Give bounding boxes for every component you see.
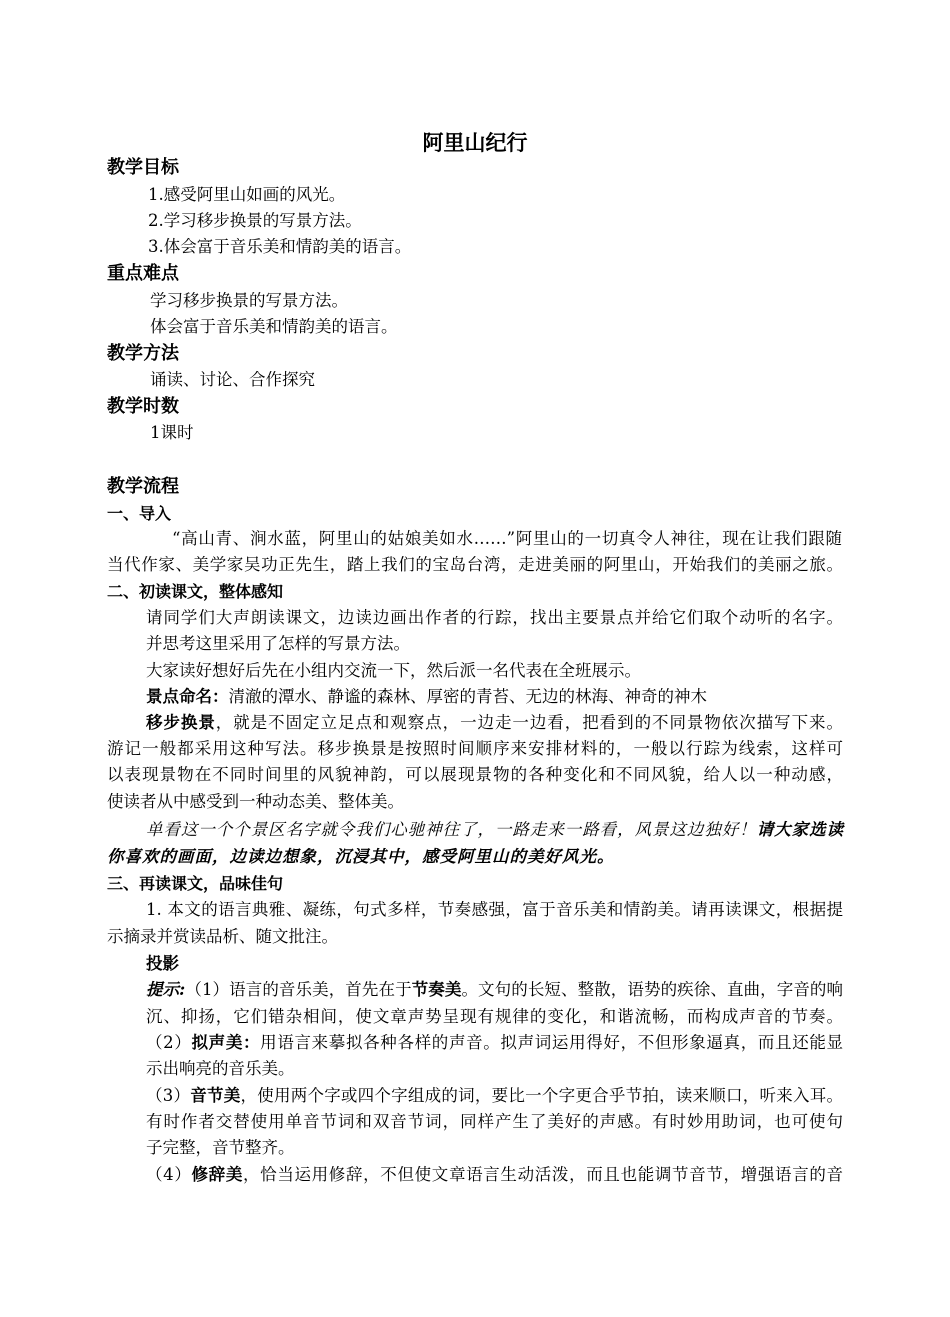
goal-item-2: 2.学习移步换景的写景方法。	[148, 211, 362, 230]
goal-item-3: 3.体会富于音乐美和情韵美的语言。	[148, 237, 412, 256]
part2-italic-line1	[146, 818, 843, 842]
hours-text: 1课时	[150, 423, 194, 442]
tip-3-line1	[146, 1084, 843, 1108]
touying-label: 投影	[146, 954, 179, 973]
part2-line1: 请同学们大声朗读课文，边读边画出作者的行踪，找出主要景点并给它们取个动听的名字。	[146, 608, 843, 627]
part2-heading: 二、初读课文，整体感知	[107, 582, 284, 601]
part1-para-line2: 当代作家、美学家吴功正先生，踏上我们的宝岛台湾，走进美丽的阿里山，开始我们的美丽之旅。	[107, 555, 843, 574]
flow-heading: 教学流程	[107, 476, 179, 497]
part1-para-line1: “高山青、涧水蓝，阿里山的姑娘美如水……”阿里山的一切真令人神往，现在让我们跟随	[172, 529, 842, 548]
tip-3-line2: 有时作者交替使用单音节词和双音节词，同样产生了美好的声感。有时妙用助词，也可使句	[146, 1112, 843, 1131]
key-item-1: 学习移步换景的写景方法。	[150, 291, 348, 310]
naming-label: 景点命名：	[146, 687, 229, 706]
tip-2-line2: 示出响亮的音乐美。	[146, 1059, 295, 1078]
tip-3-number: （3）	[146, 1086, 191, 1105]
goals-heading: 教学目标	[107, 157, 179, 178]
tip-4-keyword: 修辞美	[191, 1165, 243, 1184]
tip-2-text: 用语言来摹拟各种各样的声音。拟声词运用得好，不但形象逼真，而且还能显	[260, 1033, 844, 1052]
tip-4-line1	[146, 1163, 843, 1187]
naming-text: 清澈的潭水、静谧的森林、厚密的青苔、无边的林海、神奇的神木	[228, 687, 707, 706]
part2-line5: 游记一般都采用这种写法。移步换景是按照时间顺序来安排材料的，一般以行踪为线索，这样可	[107, 739, 843, 758]
tip-1-keyword: 节奏美	[411, 980, 462, 999]
yibu-text: ，就是不固定立足点和观察点，一边走一边看，把看到的不同景物依次描写下来。	[215, 713, 844, 732]
tip-3-keyword: 音节美	[190, 1086, 241, 1105]
tip-1-text-c: 。文句的长短、整散，语势的疾徐、直曲，字音的响	[461, 980, 844, 999]
part2-line6: 以表现景物在不同时间里的风貌神韵，可以展现景物的各种变化和不同风貌，给人以一种动感，	[107, 765, 843, 784]
tip-label: 提示:	[146, 980, 186, 999]
part2-line3: 大家读好想好后先在小组内交流一下，然后派一名代表在全班展示。	[146, 661, 641, 680]
part2-line2: 并思考这里采用了怎样的写景方法。	[146, 634, 410, 653]
part3-line1: 1. 本文的语言典雅、凝练，句式多样，节奏感强，富于音乐美和情韵美。请再读课文，根据提	[146, 900, 843, 919]
key-item-2: 体会富于音乐美和情韵美的语言。	[150, 317, 398, 336]
tip-1-line1	[146, 978, 843, 1002]
key-heading: 重点难点	[107, 263, 179, 284]
method-heading: 教学方法	[107, 343, 179, 364]
part2-line7: 使读者从中感受到一种动态美、整体美。	[107, 792, 404, 811]
part2-yibu	[146, 711, 843, 735]
yibu-label: 移步换景	[146, 713, 216, 732]
tip-3-text: ，使用两个字或四个字组成的词，要比一个字更合乎节拍，读来顺口，听来入耳。	[240, 1086, 844, 1105]
hours-heading: 教学时数	[107, 396, 179, 417]
italic-text-b: 请大家选读	[756, 820, 844, 839]
tip-1-line2: 沉、抑扬，它们错杂相间，使文章声势呈现有规律的变化，和谐流畅，而构成声音的节奏。	[146, 1007, 843, 1026]
goal-item-1: 1.感受阿里山如画的风光。	[148, 185, 346, 204]
part2-italic-line2: 你喜欢的画面，边读边想象，沉浸其中，感受阿里山的美好风光。	[107, 847, 615, 866]
part3-heading: 三、再读课文，品味佳句	[107, 874, 284, 893]
part1-heading: 一、导入	[107, 504, 172, 523]
tip-2-keyword: 拟声美：	[191, 1033, 261, 1052]
tip-1-text-a: （1）语言的音乐美，首先在于	[185, 980, 412, 999]
page-title: 阿里山纪行	[422, 131, 528, 155]
tip-4-number: （4）	[146, 1165, 192, 1184]
tip-3-line3: 子完整，音节整齐。	[146, 1138, 295, 1157]
tip-2-number: （2）	[146, 1033, 192, 1052]
method-text: 诵读、讨论、合作探究	[150, 370, 315, 389]
part2-naming	[146, 685, 707, 709]
italic-text-a: 单看这一个个景区名字就令我们心驰神往了，一路走来一路看，风景这边独好！	[146, 820, 757, 839]
tip-4-text: ，恰当运用修辞，不但使文章语言生动活泼，而且也能调节音节，增强语言的音	[243, 1165, 844, 1184]
tip-2-line1	[146, 1031, 843, 1055]
part3-line2: 示摘录并赏读品析、随文批注。	[107, 927, 338, 946]
